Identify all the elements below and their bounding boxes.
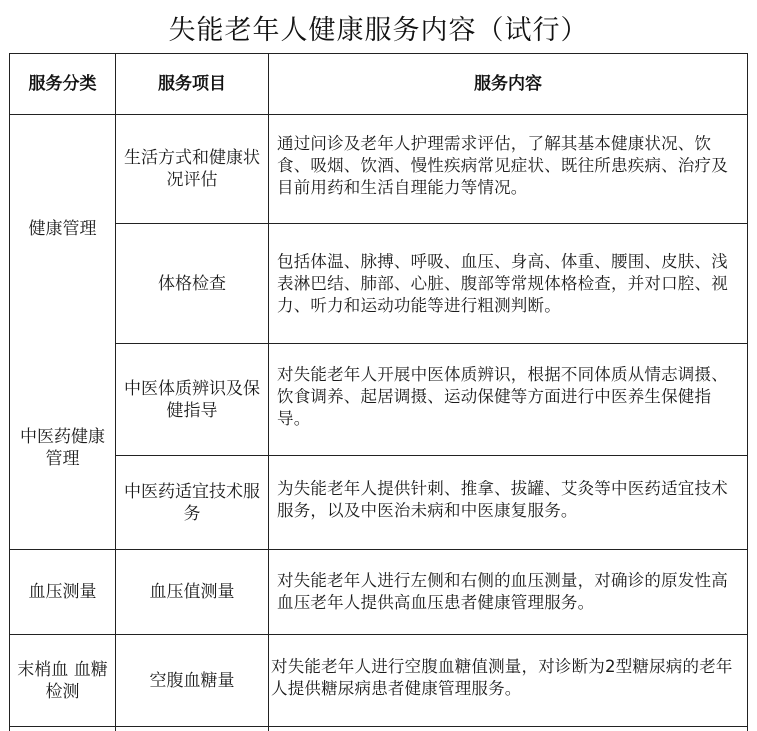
header-item: 服务项目 bbox=[158, 74, 226, 94]
service-content-lifestyle-assessment: 通过问诊及老年人护理需求评估，了解其基本健康状况、饮食、吸烟、饮酒、慢性疾病常见症状、既往所患疾病、治疗及目前用药和生活自理能力等情况。 bbox=[277, 134, 728, 197]
service-item-tcm-constitution: 中医体质辨识及保健指导 bbox=[124, 378, 260, 421]
category-health-management: 健康管理 bbox=[28, 219, 97, 239]
service-item-tcm-techniques: 中医药适宜技术服务 bbox=[124, 481, 260, 524]
service-content-fasting-glucose: 对失能老年人进行空腹血糖值测量，对诊断为2型糖尿病的老年人提供糖尿病患者健康管理服务。 bbox=[271, 656, 733, 698]
category-blood-sugar: 末梢血 血糖检测 bbox=[17, 659, 108, 702]
header-category: 服务分类 bbox=[28, 74, 97, 94]
service-item-lifestyle-assessment: 生活方式和健康状况评估 bbox=[124, 148, 260, 190]
category-blood-pressure: 血压测量 bbox=[28, 582, 97, 602]
service-item-fasting-glucose: 空腹血糖量 bbox=[149, 670, 235, 691]
service-content-tcm-constitution: 对失能老年人开展中医体质辨识，根据不同体质从情志调摄、饮食调养、起居调摄、运动保健等方面进行中医养生保健指导。 bbox=[277, 364, 728, 428]
service-content-physical-exam: 包括体温、脉搏、呼吸、血压、身高、体重、腰围、皮肤、浅表淋巴结、肺部、心脏、腹部等常规体格检查，并对口腔、视力、听力和运动功能等进行粗测判断。 bbox=[277, 251, 728, 315]
category-tcm-management: 中医药健康管理 bbox=[20, 427, 105, 469]
row-divider-6 bbox=[9, 726, 748, 727]
service-content-tcm-techniques: 为失能老年人提供针刺、推拿、拔罐、艾灸等中医药适宜技术服务，以及中医治未病和中医康复服务。 bbox=[277, 478, 728, 520]
service-item-physical-exam: 体格检查 bbox=[158, 273, 226, 294]
service-item-bp-measurement: 血压值测量 bbox=[149, 582, 235, 602]
document-title: 失能老年人健康服务内容（试行） bbox=[168, 15, 589, 46]
header-content: 服务内容 bbox=[474, 74, 542, 94]
service-content-bp-measurement: 对失能老年人进行左侧和右侧的血压测量，对确诊的原发性高血压老年人提供高血压患者健康管理服务。 bbox=[277, 571, 728, 612]
table-border-right bbox=[747, 53, 748, 731]
